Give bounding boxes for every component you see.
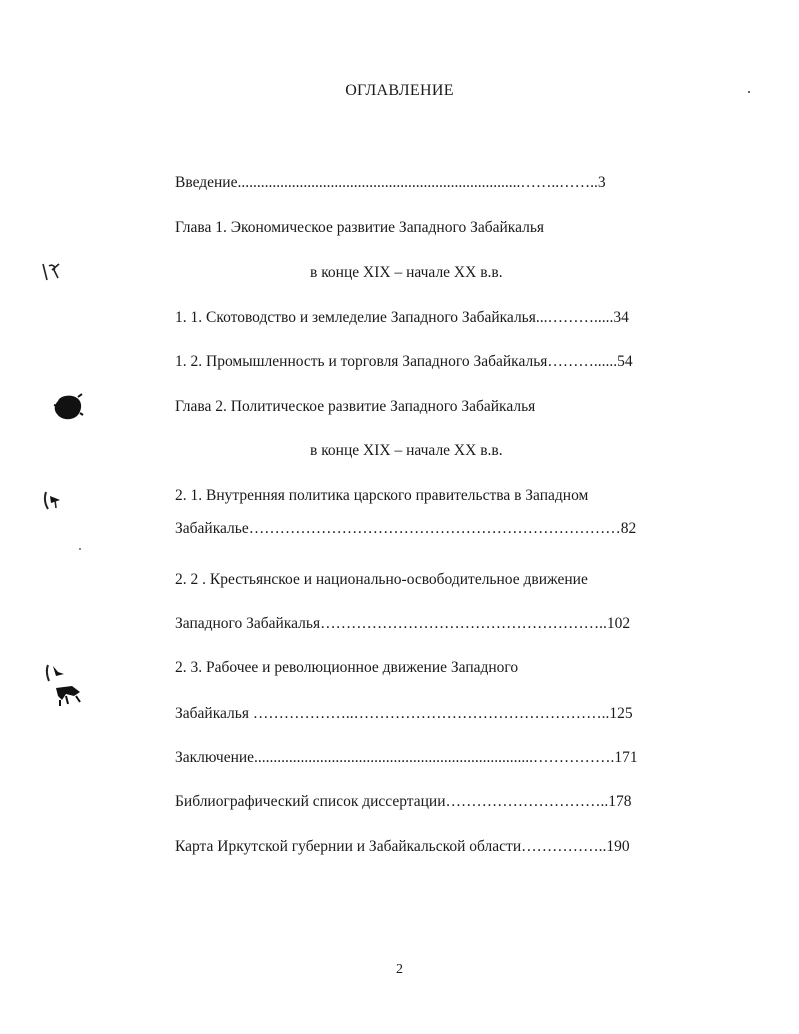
scan-speck bbox=[79, 548, 81, 550]
scan-artifact-mark bbox=[40, 260, 62, 284]
toc-entry-section-1-1: 1. 1. Скотоводство и земледелие Западного Забайкалья...……….....34 bbox=[175, 309, 629, 326]
toc-entry-chapter-1-title: Глава 1. Экономическое развитие Западного Забайкалья bbox=[175, 219, 545, 236]
scan-artifact-blot bbox=[52, 393, 84, 421]
toc-entry-conclusion: Заключение........................................................................…………….171 bbox=[175, 749, 638, 766]
toc-entry-chapter-2-title: Глава 2. Политическое развитие Западного Забайкалья bbox=[175, 398, 536, 415]
page-number: 2 bbox=[396, 962, 403, 977]
toc-entry-section-2-3-continued: Забайкалья ………………..…………………………………………..125 bbox=[175, 705, 633, 722]
toc-entry-section-2-1-continued: Забайкалье………………………………………………………………82 bbox=[175, 520, 637, 537]
toc-entry-map: Карта Иркутской губернии и Забайкальской области……………..190 bbox=[175, 838, 630, 855]
toc-entry-chapter-2-subtitle: в конце XIX – начале XX в.в. bbox=[310, 442, 503, 459]
toc-entry-section-2-2: 2. 2 . Крестьянское и национально-освободительное движение bbox=[175, 571, 588, 588]
toc-entry-section-2-3: 2. 3. Рабочее и революционное движение Западного bbox=[175, 659, 519, 676]
scan-artifact-blot bbox=[52, 682, 84, 708]
scan-speck bbox=[748, 91, 750, 93]
toc-entry-chapter-1-subtitle: в конце XIX – начале XX в.в. bbox=[310, 264, 503, 281]
toc-entry-section-2-2-continued: Западного Забайкалья………………………………………………..102 bbox=[175, 615, 631, 632]
page-title: ОГЛАВЛЕНИЕ bbox=[345, 82, 454, 99]
scan-artifact-mark bbox=[42, 488, 66, 512]
toc-entry-section-1-2: 1. 2. Промышленность и торговля Западного Забайкалья………......54 bbox=[175, 353, 633, 370]
scan-artifact-mark bbox=[44, 662, 68, 684]
toc-entry-section-2-1: 2. 1. Внутренняя политика царского правительства в Западном bbox=[175, 487, 589, 504]
toc-entry-introduction: Введение.........................................................................……..……..3 bbox=[175, 174, 606, 191]
toc-entry-bibliography: Библиографический список диссертации…………………………..178 bbox=[175, 793, 632, 810]
